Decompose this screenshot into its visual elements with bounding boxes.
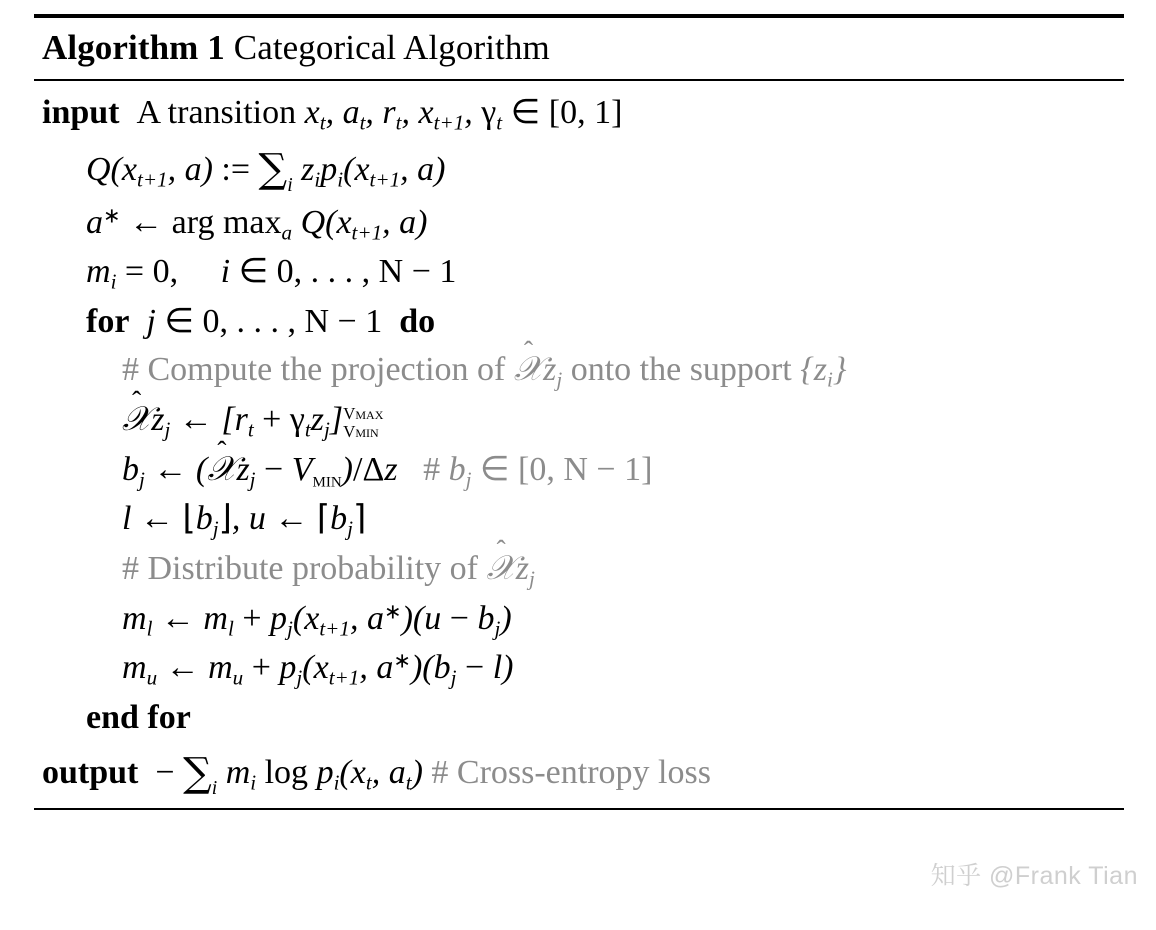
keyword-for: for — [86, 303, 130, 341]
algorithm-caption-label: Algorithm 1 — [42, 28, 225, 67]
line-bj: $b_j$ ← ( 𝒳z$_j$ − Vmin)/Δz # $b_j$ ∈ [0, N − 1] — [122, 450, 653, 492]
bottom-rule — [34, 808, 1124, 810]
comment-distribute: # Distribute probability of 𝒳z$_j$ — [122, 549, 535, 591]
comment-bj-range: # $b_j$ ∈ [0, N − 1] — [406, 450, 653, 492]
algorithm-body — [34, 81, 1124, 808]
keyword-input: input — [42, 94, 120, 132]
line-mu-update: $m_u$ ← $m_u + p_j(x_{t+1}$, $a^∗)(b_j - l)$ — [122, 648, 514, 690]
line-ml-update: $m_l$ ← $m_l + p_j(x_{t+1}$, $a^∗)(u - b_j)$ — [122, 599, 512, 641]
algorithm-caption-title: Categorical Algorithm — [233, 28, 550, 67]
algorithm-caption — [34, 18, 1124, 79]
keyword-end-for: end for — [86, 698, 191, 736]
line-projection: 𝒳z$_j$ ← $[r_t + \gamma_tz_j]$ Vmax Vmin — [122, 400, 384, 442]
line-end-for — [42, 694, 1124, 742]
comment-compute-projection: # Compute the projection of 𝒳z$_j$ onto the support $\{z_i\}$ — [122, 351, 847, 393]
line-m-init: $m_i = 0$, i ∈ 0, . . . , N − 1 — [86, 253, 457, 295]
input-description: A transition — [128, 94, 305, 132]
line-q-definition: $Q(x_{t+1}$, a) := $\sum_i$ $z_ip_i(x_{t+1}$, a) — [86, 146, 446, 196]
input-math: $x_t$, $a_t$, $r_t$, $x_{t+1}$, $\gamma_t$ ∈ [0, 1] — [304, 94, 623, 135]
line-for: for j ∈ 0, . . . , N − 1 do — [86, 303, 436, 341]
algorithm-block — [34, 14, 1124, 810]
line-lu: l ← $⌊b_j⌋$, u ← $⌈b_j⌉$ — [122, 500, 367, 542]
keyword-do: do — [399, 303, 436, 341]
line-output: output − $\sum_i$ $m_i$ $\log p_i(x_t$, $a_t$) # Cross-entropy loss — [42, 749, 711, 800]
keyword-output: output — [42, 754, 139, 792]
line-astar: a∗ ← arg $\max_a Q(x_{t+1}$, a) — [86, 203, 428, 245]
comment-cross-entropy: # Cross-entropy loss — [431, 754, 711, 792]
watermark: 知乎 @Frank Tian — [930, 862, 1138, 890]
line-input — [42, 89, 1124, 139]
